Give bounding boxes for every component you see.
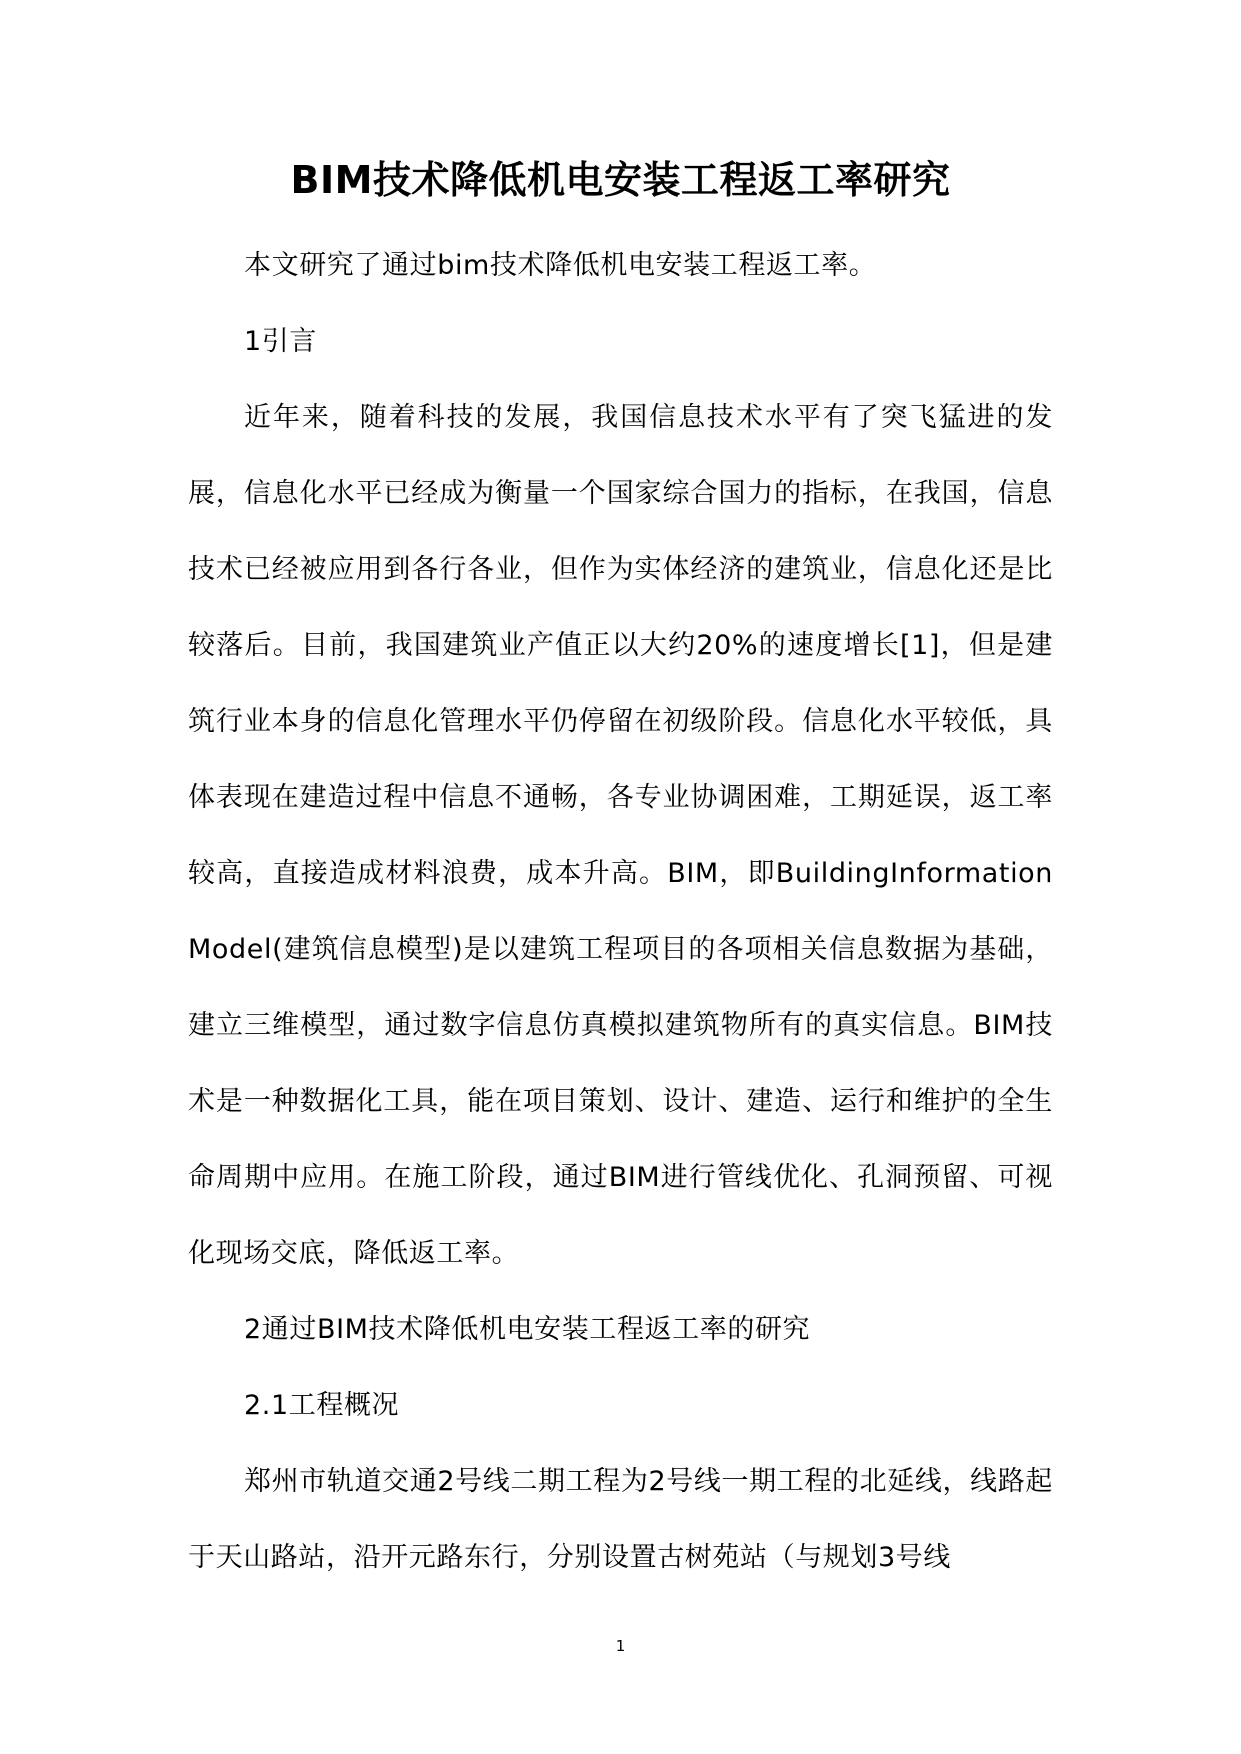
document-body	[188, 228, 1053, 1596]
heading-section-2: 2通过BIM技术降低机电安装工程返工率的研究	[244, 1314, 811, 1345]
paragraph-introduction: 近年来，随着科技的发展，我国信息技术水平有了突飞猛进的发展，信息化水平已经成为衡量一个国家综合国力的指标，在我国，信息技术已经被应用到各行各业，但作为实体经济的建筑业，信息化还是比较落后。目前，我国建筑业产值正以大约20%的速度增长[1]，但是建筑行业本身的信息化管理水平仍停留在初级阶段。信息化水平较低，具体表现在建造过程中信息不通畅，各专业协调困难，工期延误，返工率较高，直接造成材料浪费，成本升高。BIM，即BuildingInformationModel(建筑信息模型)是以建筑工程项目的各项相关信息数据为基础，建立三维模型，通过数字信息仿真模拟建筑物所有的真实信息。BIM技术是一种数据化工具，能在项目策划、设计、建造、运行和维护的全生命周期中应用。在施工阶段，通过BIM进行管线优化、孔洞预留、可视化现场交底，降低返工率。	[188, 402, 1053, 1269]
heading-introduction: 1引言	[244, 326, 317, 357]
heading-section-2-1: 2.1工程概况	[244, 1390, 400, 1421]
page-number: 1	[615, 1637, 626, 1655]
paragraph-abstract: 本文研究了通过bim技术降低机电安装工程返工率。	[244, 250, 877, 281]
paragraph-project-overview: 郑州市轨道交通2号线二期工程为2号线一期工程的北延线，线路起于天山路站，沿开元路东行，分别设置古树苑站（与规划3号线	[188, 1466, 1053, 1573]
document-title: BIM技术降低机电安装工程返工率研究	[290, 158, 951, 202]
